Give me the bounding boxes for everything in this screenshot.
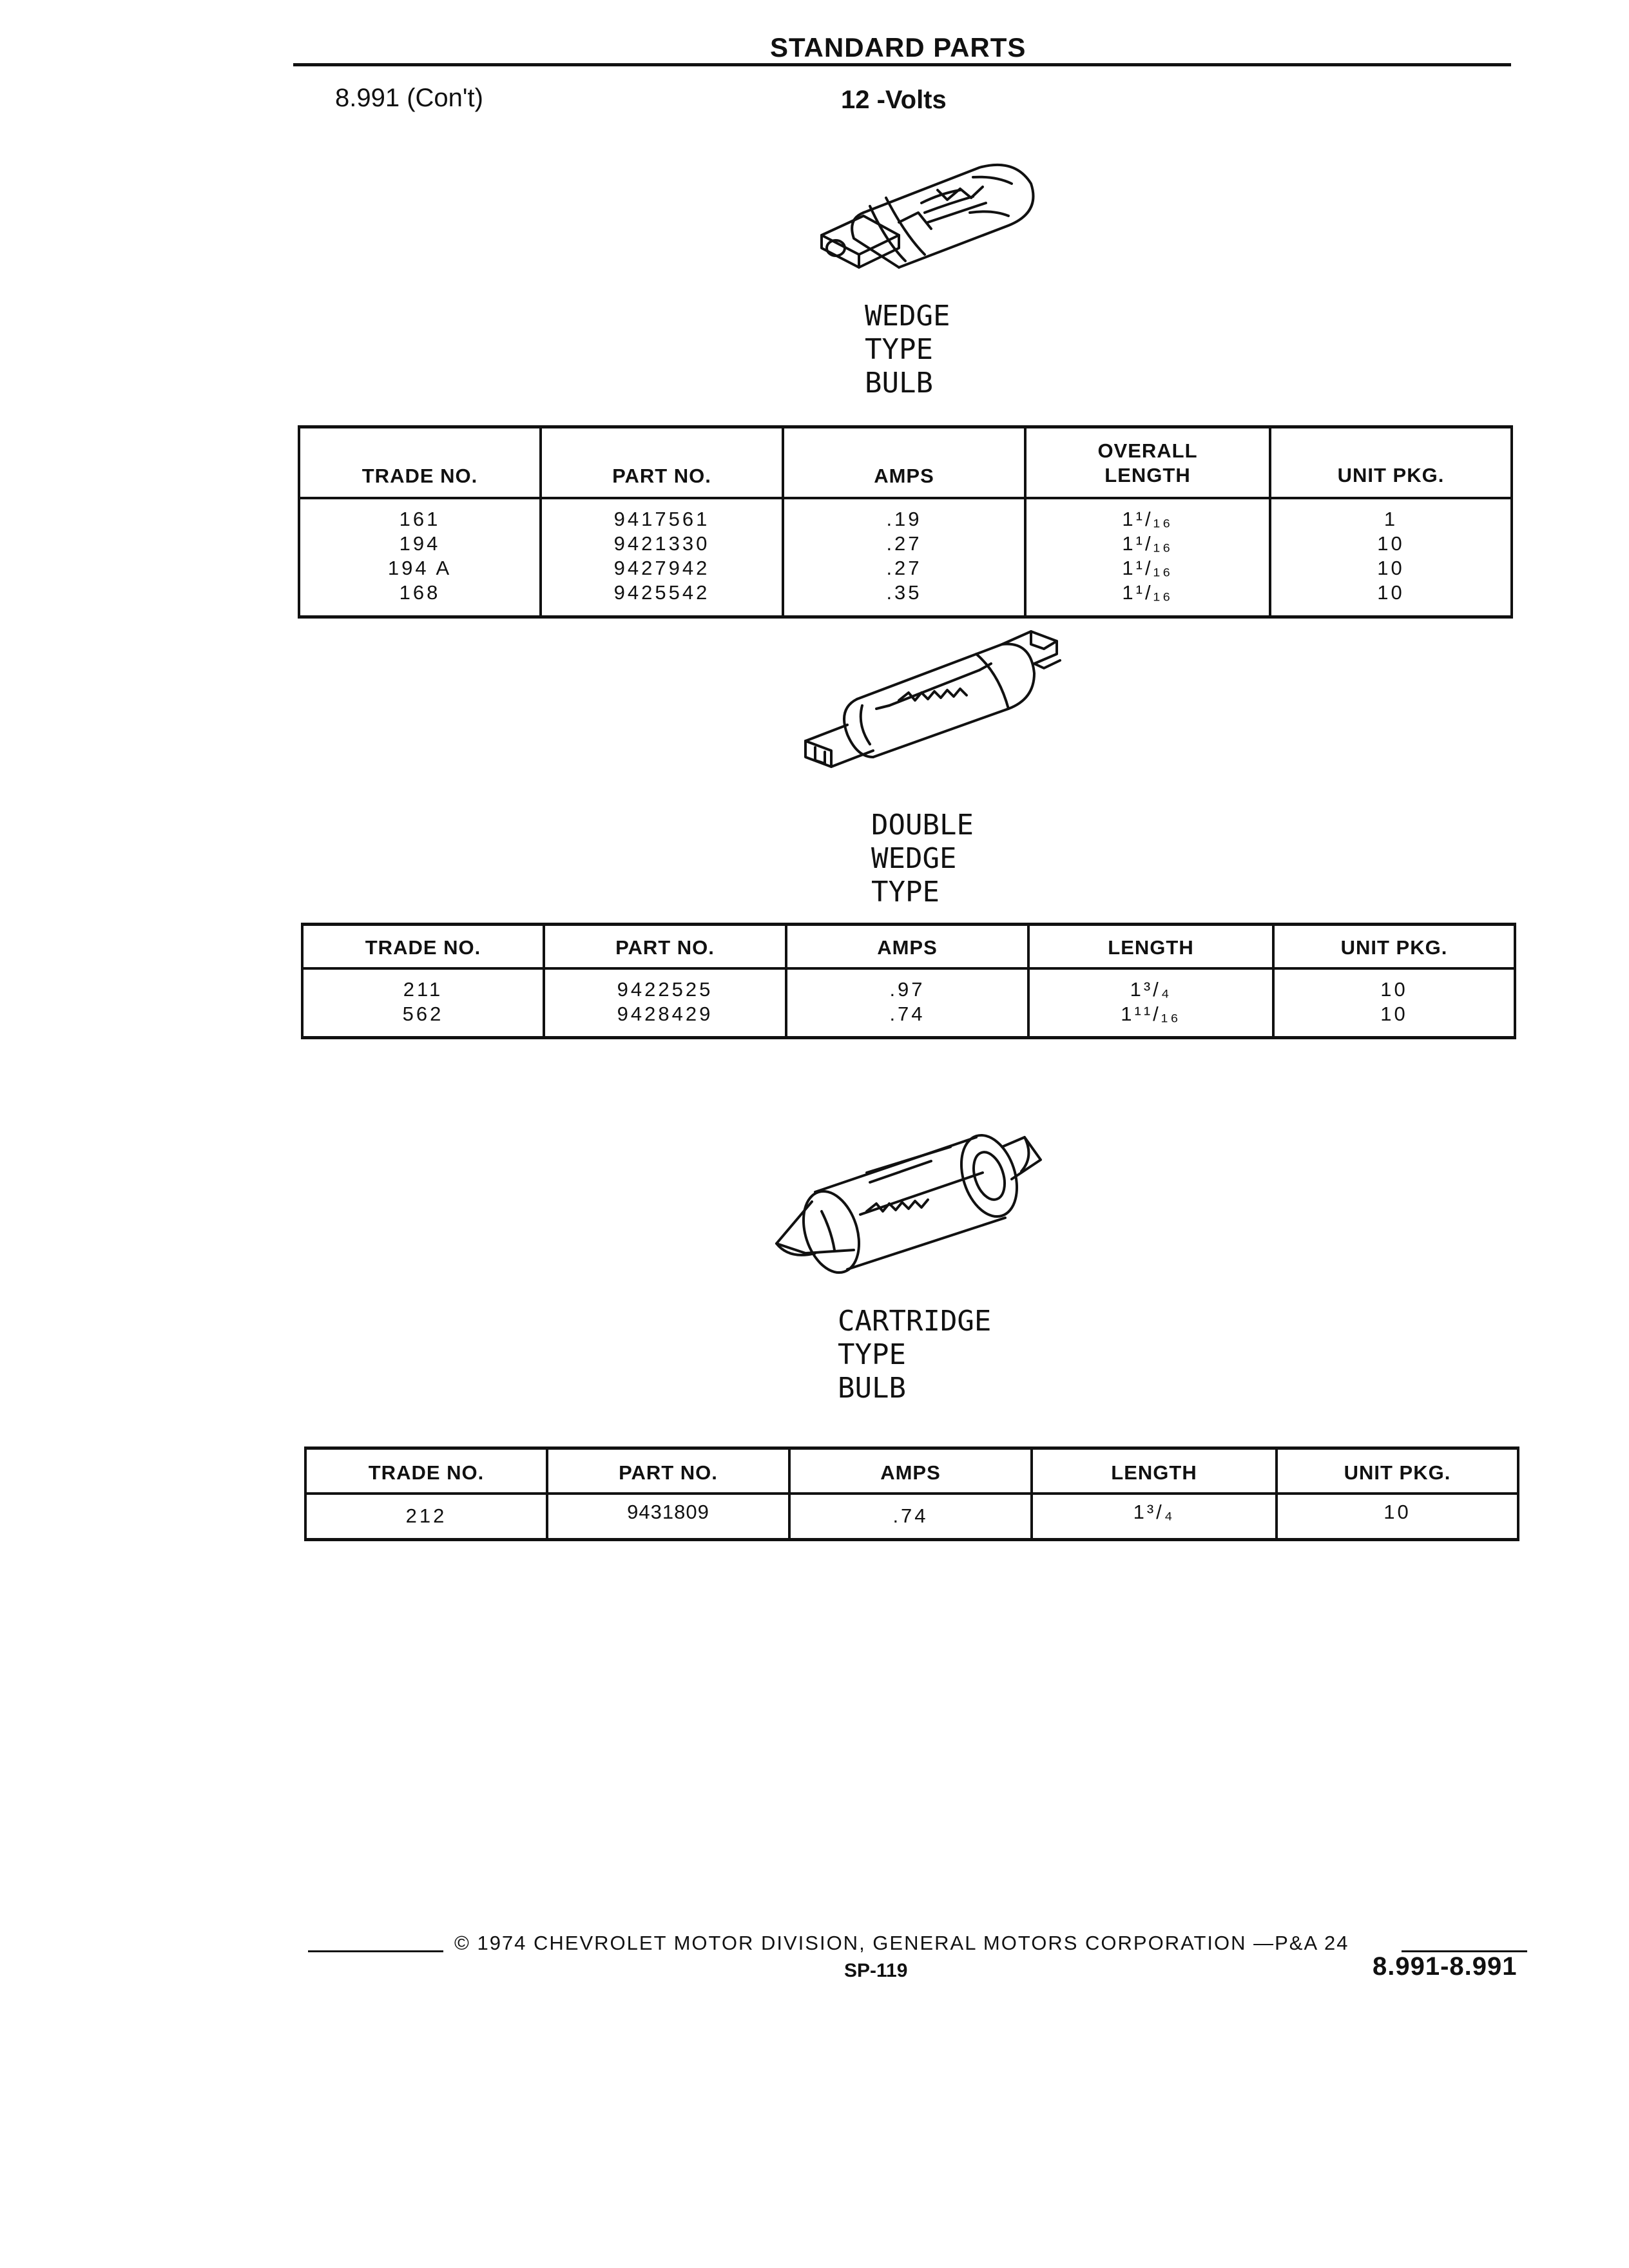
length-cell: 1³/₄ 1¹¹/₁₆ — [1028, 968, 1273, 1038]
footer-rule-left — [308, 1950, 443, 1952]
column-header: AMPS — [786, 925, 1028, 968]
column-header: UNIT PKG. — [1273, 925, 1515, 968]
double-wedge-caption — [871, 809, 974, 909]
section-number: 8.991 (Con't) — [335, 84, 483, 112]
amps-cell: .19 .27 .27 .35 — [783, 498, 1025, 617]
table-body — [299, 498, 1512, 617]
column-header: UNIT PKG. — [1277, 1448, 1518, 1494]
caption-line: TYPE — [871, 876, 940, 908]
column-header: PART NO. — [547, 1448, 789, 1494]
wedge-bulb-caption — [865, 300, 950, 400]
column-header: PART NO. — [541, 427, 783, 498]
column-header: AMPS — [783, 427, 1025, 498]
column-header: LENGTH — [1028, 925, 1273, 968]
part-no-cell: 9417561 9421330 9427942 9425542 — [541, 498, 783, 617]
caption-line: WEDGE — [865, 300, 950, 332]
wedge-bulb-table — [298, 425, 1513, 619]
amps-cell: .74 — [789, 1494, 1032, 1540]
caption-line: BULB — [838, 1372, 906, 1405]
sp-number: SP-119 — [844, 1960, 908, 1981]
column-header: AMPS — [789, 1448, 1032, 1494]
unit-pkg-cell: 1 10 10 10 — [1270, 498, 1512, 617]
page-number: 8.991-8.991 — [1373, 1952, 1518, 1981]
table-body — [302, 968, 1515, 1038]
page-title: STANDARD PARTS — [770, 32, 1027, 62]
cartridge-bulb-table — [304, 1446, 1519, 1541]
column-header: TRADE NO. — [299, 427, 541, 498]
column-header: LENGTH — [1032, 1448, 1277, 1494]
trade-no-cell: 161 194 194 A 168 — [299, 498, 541, 617]
column-header: TRADE NO. — [305, 1448, 547, 1494]
table-header-row — [299, 427, 1512, 498]
table-body — [305, 1494, 1518, 1540]
unit-pkg-cell: 10 — [1277, 1494, 1518, 1540]
table-header-row — [302, 925, 1515, 968]
cartridge-bulb-illustration — [770, 1121, 1050, 1282]
caption-line: BULB — [865, 367, 933, 399]
caption-line: CARTRIDGE — [838, 1305, 992, 1338]
header-rule — [293, 63, 1511, 66]
double-wedge-table — [301, 923, 1516, 1039]
trade-no-cell: 212 — [305, 1494, 547, 1540]
length-cell: 1¹/₁₆ 1¹/₁₆ 1¹/₁₆ 1¹/₁₆ — [1025, 498, 1270, 617]
caption-line: WEDGE — [871, 842, 957, 875]
cartridge-bulb-caption — [838, 1305, 991, 1405]
trade-no-cell: 211 562 — [302, 968, 544, 1038]
double-wedge-bulb-illustration — [786, 628, 1079, 773]
amps-cell: .97 .74 — [786, 968, 1028, 1038]
column-header: UNIT PKG. — [1270, 427, 1512, 498]
length-cell: 1³/₄ — [1032, 1494, 1277, 1540]
voltage-heading: 12 -Volts — [841, 86, 947, 114]
column-header: PART NO. — [544, 925, 786, 968]
table-header-row — [305, 1448, 1518, 1494]
caption-line: TYPE — [838, 1338, 906, 1371]
copyright-notice: © 1974 CHEVROLET MOTOR DIVISION, GENERAL MOTORS CORPORATION —P&A 24 — [454, 1932, 1349, 1954]
caption-line: DOUBLE — [871, 809, 974, 841]
part-no-cell: 9422525 9428429 — [544, 968, 786, 1038]
column-header: TRADE NO. — [302, 925, 544, 968]
column-header: OVERALL LENGTH — [1025, 427, 1270, 498]
caption-line: TYPE — [865, 333, 933, 366]
wedge-bulb-illustration — [802, 151, 1044, 290]
part-no-cell: 9431809 — [547, 1494, 789, 1540]
unit-pkg-cell: 10 10 — [1273, 968, 1515, 1038]
